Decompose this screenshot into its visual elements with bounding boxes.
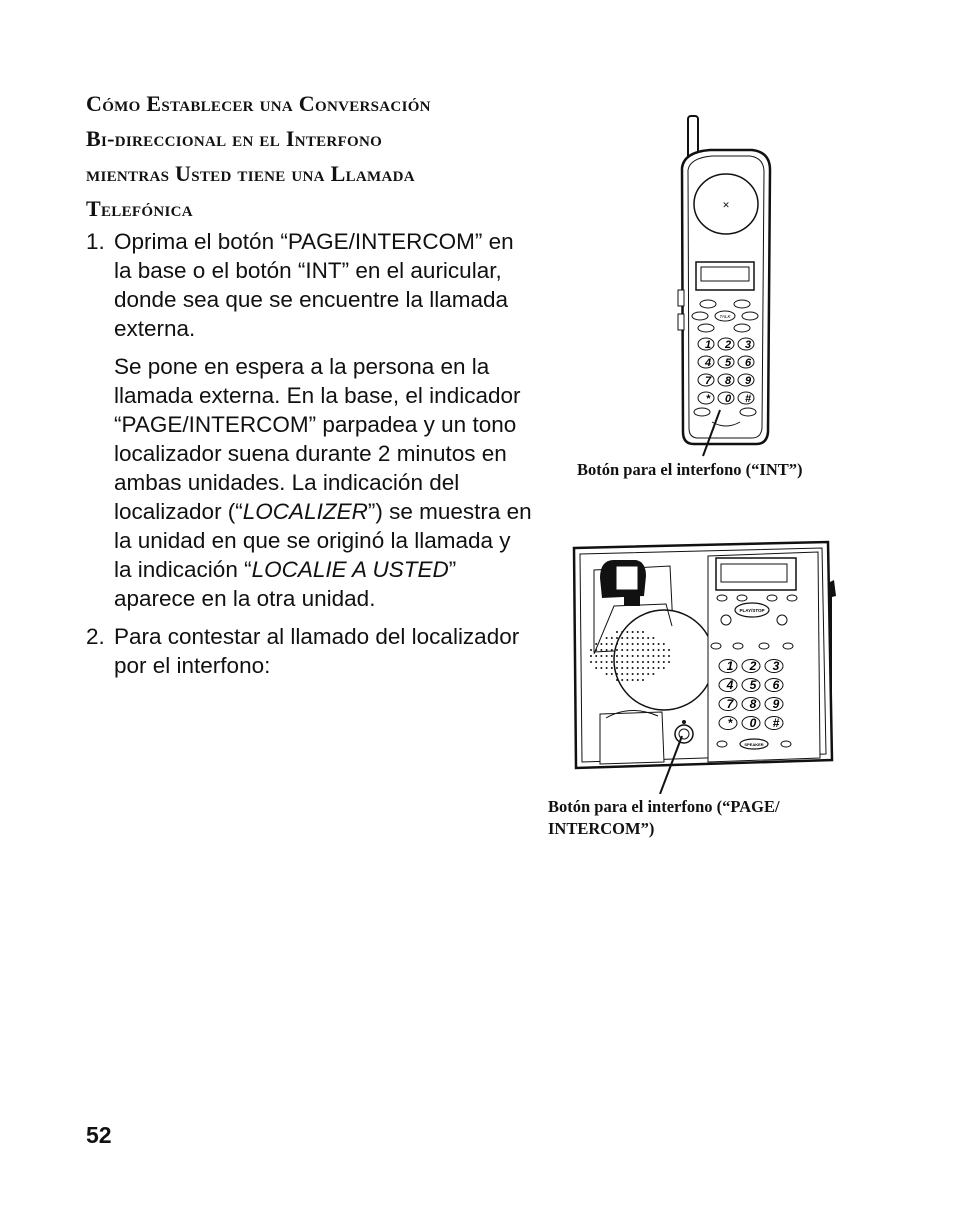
grill-hole <box>606 649 608 651</box>
grill-hole <box>611 649 613 651</box>
text-fragment: localizador (“ <box>114 499 243 524</box>
handset-key-label: 1 <box>704 338 712 351</box>
grill-hole <box>621 679 623 681</box>
handset-key-label: 6 <box>744 356 752 369</box>
grill-hole <box>590 649 592 651</box>
grill-hole <box>652 643 654 645</box>
grill-hole <box>611 673 613 675</box>
handset-key-label: 5 <box>724 356 732 369</box>
grill-hole <box>626 673 628 675</box>
explanation-line: ambas unidades. La indicación del <box>114 470 460 495</box>
grill-hole <box>642 667 644 669</box>
base-key-label: 6 <box>772 678 780 693</box>
base-key-label: 0 <box>749 716 757 731</box>
explanation-line: la unidad en que se originó la llamada y <box>114 528 511 553</box>
heading-line-4: Telefónica <box>86 196 193 221</box>
grill-hole <box>663 667 665 669</box>
section-heading <box>86 86 556 226</box>
step-1-explanation <box>86 352 556 613</box>
grill-hole <box>652 655 654 657</box>
grill-hole <box>611 637 613 639</box>
grill-hole <box>606 643 608 645</box>
grill-hole <box>658 649 660 651</box>
grill-hole <box>600 649 602 651</box>
grill-hole <box>616 649 618 651</box>
base-key-label: # <box>772 716 780 731</box>
explanation-line: “PAGE/INTERCOM” parpadea y un tono <box>114 412 517 437</box>
grill-hole <box>637 661 639 663</box>
grill-hole <box>616 631 618 633</box>
grill-hole <box>621 655 623 657</box>
base-key-label: 3 <box>772 659 780 674</box>
grill-hole <box>616 667 618 669</box>
handset-caption: Botón para el interfono (“INT”) <box>577 460 803 479</box>
base-caption <box>548 796 780 840</box>
handset-key-label: 0 <box>724 392 732 405</box>
grill-hole <box>632 649 634 651</box>
grill-hole <box>626 679 628 681</box>
grill-hole <box>642 673 644 675</box>
grill-hole <box>658 667 660 669</box>
grill-hole <box>652 661 654 663</box>
step-1-line: la base o el botón “INT” en el auricular, <box>114 258 502 283</box>
grill-hole <box>658 643 660 645</box>
base-key-label: 9 <box>772 697 780 712</box>
explanation-line: aparece en la otra unidad. <box>114 586 376 611</box>
heading-line-3: mientras Usted tiene una Llamada <box>86 161 415 186</box>
grill-hole <box>658 655 660 657</box>
handset-illustration <box>670 110 780 460</box>
step-2-line: por el interfono: <box>114 653 271 678</box>
handset-key-label: 8 <box>724 374 732 387</box>
grill-hole <box>637 631 639 633</box>
grill-hole <box>621 649 623 651</box>
grill-hole <box>595 655 597 657</box>
grill-hole <box>668 649 670 651</box>
step-1-line: donde sea que se encuentre la llamada <box>114 287 509 312</box>
heading-line-2: Bi-direccional en el Interfono <box>86 126 383 151</box>
grill-hole <box>626 643 628 645</box>
grill-hole <box>595 661 597 663</box>
grill-hole <box>652 649 654 651</box>
step-2-line: Para contestar al llamado del localizador <box>114 624 520 649</box>
grill-hole <box>632 643 634 645</box>
grill-hole <box>663 643 665 645</box>
grill-hole <box>647 643 649 645</box>
base-key-label: 1 <box>726 659 734 674</box>
grill-hole <box>616 643 618 645</box>
grill-hole <box>606 637 608 639</box>
base-key-label: * <box>727 716 733 731</box>
grill-hole <box>637 655 639 657</box>
grill-hole <box>647 655 649 657</box>
grill-hole <box>632 655 634 657</box>
grill-hole <box>590 655 592 657</box>
grill-hole <box>632 661 634 663</box>
grill-hole <box>642 643 644 645</box>
handset-key-label: 7 <box>704 374 712 387</box>
handset-key-label: # <box>744 392 752 405</box>
grill-hole <box>642 661 644 663</box>
grill-hole <box>632 637 634 639</box>
grill-hole <box>626 661 628 663</box>
step-1-number: 1. <box>86 229 105 254</box>
grill-hole <box>637 637 639 639</box>
step-1 <box>86 227 556 343</box>
grill-hole <box>637 643 639 645</box>
grill-hole <box>632 667 634 669</box>
grill-hole <box>600 661 602 663</box>
grill-hole <box>611 667 613 669</box>
grill-hole <box>626 631 628 633</box>
explanation-line <box>114 555 556 584</box>
explanation-line <box>114 497 556 526</box>
base-key-label: 2 <box>749 659 757 674</box>
speaker-label: SPEAKER <box>744 742 764 747</box>
grill-hole <box>652 673 654 675</box>
grill-hole <box>626 637 628 639</box>
grill-hole <box>606 667 608 669</box>
grill-hole <box>642 637 644 639</box>
handset-key-label: 4 <box>704 356 712 369</box>
grill-hole <box>632 679 634 681</box>
grill-hole <box>621 643 623 645</box>
grill-hole <box>637 667 639 669</box>
grill-hole <box>606 655 608 657</box>
base-illustration <box>566 536 840 794</box>
grill-hole <box>600 643 602 645</box>
grill-hole <box>606 661 608 663</box>
grill-hole <box>642 679 644 681</box>
grill-hole <box>616 661 618 663</box>
grill-hole <box>637 649 639 651</box>
grill-hole <box>621 631 623 633</box>
grill-hole <box>600 655 602 657</box>
grill-hole <box>606 673 608 675</box>
base-key-label: 4 <box>726 678 734 693</box>
grill-hole <box>663 649 665 651</box>
grill-hole <box>647 649 649 651</box>
grill-hole <box>621 673 623 675</box>
grill-hole <box>663 661 665 663</box>
grill-hole <box>663 655 665 657</box>
explanation-line: Se pone en espera a la persona en la <box>114 354 490 379</box>
grill-hole <box>647 637 649 639</box>
display-text-localizer: LOCALIZER <box>242 499 368 524</box>
grill-hole <box>642 631 644 633</box>
base-key-label: 7 <box>726 697 734 712</box>
page-number: 52 <box>86 1122 112 1148</box>
grill-hole <box>626 667 628 669</box>
grill-hole <box>616 679 618 681</box>
svg-text:✕: ✕ <box>722 200 730 210</box>
grill-hole <box>642 649 644 651</box>
grill-hole <box>621 661 623 663</box>
base-key-label: 8 <box>749 697 757 712</box>
grill-hole <box>652 667 654 669</box>
step-1-line: Oprima el botón “PAGE/INTERCOM” en <box>114 229 514 254</box>
grill-hole <box>637 679 639 681</box>
grill-hole <box>595 649 597 651</box>
grill-hole <box>616 637 618 639</box>
play-stop-label: PLAY/STOP <box>739 608 765 613</box>
explanation-line: localizador suena durante 2 minutos en <box>114 441 507 466</box>
grill-hole <box>632 631 634 633</box>
step-2-number: 2. <box>86 624 105 649</box>
grill-hole <box>611 655 613 657</box>
grill-hole <box>668 655 670 657</box>
grill-hole <box>595 667 597 669</box>
text-fragment: ” <box>448 557 457 582</box>
grill-hole <box>637 673 639 675</box>
heading-line-1: Cómo Establecer una Conversación <box>86 91 431 116</box>
grill-hole <box>621 637 623 639</box>
grill-hole <box>626 655 628 657</box>
text-fragment: ”) se muestra en <box>367 499 532 524</box>
grill-hole <box>626 649 628 651</box>
grill-hole <box>611 643 613 645</box>
grill-hole <box>590 661 592 663</box>
handset-key-label: 2 <box>724 338 732 351</box>
handset-talk-label: TALK <box>719 314 731 319</box>
grill-hole <box>600 667 602 669</box>
grill-hole <box>616 655 618 657</box>
base-caption-line-2: INTERCOM”) <box>548 819 655 838</box>
handset-key-label: 3 <box>744 338 752 351</box>
handset-key-label: 9 <box>744 374 752 387</box>
base-caption-line-1: Botón para el interfono (“PAGE/ <box>548 797 780 816</box>
display-text-localie: LOCALIE A USTED <box>251 557 449 582</box>
text-fragment: la indicación “ <box>114 557 252 582</box>
grill-hole <box>647 667 649 669</box>
grill-hole <box>642 655 644 657</box>
handset-key-label: * <box>705 392 711 405</box>
grill-hole <box>647 673 649 675</box>
grill-hole <box>668 661 670 663</box>
grill-hole <box>595 643 597 645</box>
grill-hole <box>658 661 660 663</box>
step-2 <box>86 622 556 680</box>
grill-hole <box>621 667 623 669</box>
grill-hole <box>611 661 613 663</box>
grill-hole <box>616 673 618 675</box>
grill-hole <box>632 673 634 675</box>
grill-hole <box>652 637 654 639</box>
grill-hole <box>647 661 649 663</box>
step-1-line: externa. <box>114 316 196 341</box>
base-key-label: 5 <box>749 678 757 693</box>
explanation-line: llamada externa. En la base, el indicador <box>114 383 521 408</box>
